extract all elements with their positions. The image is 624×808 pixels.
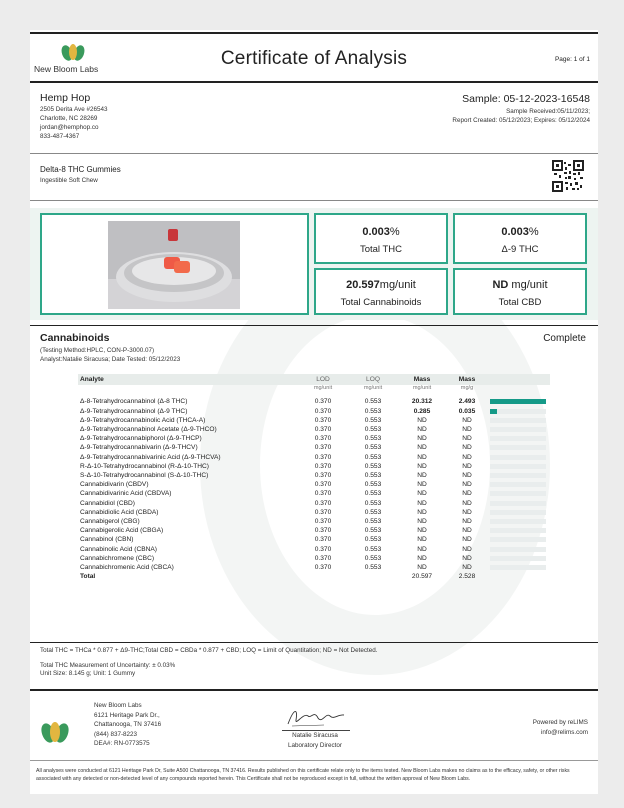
analyte-name: Cannabichromene (CBC) — [80, 554, 155, 562]
footer-address1: 6121 Heritage Park Dr., — [94, 711, 160, 719]
analyte-bar-cell — [488, 453, 546, 462]
analyte-loq: 0.553 — [364, 481, 382, 489]
analyte-loq: 0.553 — [364, 426, 382, 434]
analyte-loq: 0.553 — [364, 518, 382, 526]
analyte-name: Δ-9-Tetrahydrocannabinol (Δ-9 THC) — [80, 407, 188, 415]
table-header-row — [78, 375, 546, 384]
lab-logo-text: New Bloom Labs — [34, 64, 99, 74]
analyte-bar-track — [490, 464, 546, 469]
col-analyte: Analyte — [80, 376, 104, 383]
col-loq: LOQ — [366, 376, 380, 383]
analyte-bar-track — [490, 519, 546, 524]
unit-mass-g: mg/g — [460, 385, 474, 392]
analyte-mass: ND — [417, 545, 427, 553]
table-row — [78, 443, 546, 452]
table-row — [78, 471, 546, 480]
analyte-bar-track — [490, 482, 546, 487]
analyte-lod: 0.370 — [314, 398, 332, 406]
table-row — [78, 554, 546, 563]
analyte-bar-track — [490, 436, 546, 441]
sample-received: Sample Received:05/11/2023; — [506, 108, 590, 115]
total-thc-card — [314, 213, 448, 264]
analyte-bar-cell — [488, 425, 546, 434]
analyte-loq: 0.553 — [364, 453, 382, 461]
analyte-bar-track — [490, 473, 546, 478]
analyte-bar-track — [490, 565, 546, 570]
analyte-mass-g: ND — [462, 554, 472, 562]
col-mass: Mass — [413, 376, 431, 383]
analyte-mass: ND — [417, 554, 427, 562]
sample-id: Sample: 05-12-2023-16548 — [462, 93, 590, 105]
table-row — [78, 499, 546, 508]
analyte-name: Cannabidiol (CBD) — [80, 499, 135, 507]
total-cbd-value: ND mg/unit — [492, 279, 548, 291]
divider — [30, 153, 598, 154]
analyte-mass: 20.312 — [411, 398, 433, 406]
footer-lab-info — [94, 701, 161, 749]
analyte-mass: ND — [417, 536, 427, 544]
analyte-bar — [490, 409, 497, 414]
signer-name: Natalie Siracusa — [292, 732, 338, 739]
analyte-mass-g: ND — [462, 472, 472, 480]
analyte-loq: 0.553 — [364, 407, 382, 415]
analyte-bar-cell — [488, 416, 546, 425]
analyte-loq: 0.553 — [364, 554, 382, 562]
analyte-bar-track — [490, 409, 546, 414]
client-address1: 2505 Derita Ave #26543 — [40, 106, 108, 113]
analyte-lod: 0.370 — [314, 499, 332, 507]
analyte-name: Δ-9-Tetrahydrocannabivarin (Δ-9-THCV) — [80, 444, 198, 452]
analyte-lod: 0.370 — [314, 490, 332, 498]
signature — [284, 706, 348, 730]
analyte-lod: 0.370 — [314, 407, 332, 415]
cannabinoids-status: Complete — [543, 333, 586, 344]
analyte-mass-g: ND — [462, 481, 472, 489]
client-email: jordan@hemphop.co — [40, 124, 99, 131]
total-cannabinoids-label: Total Cannabinoids — [340, 297, 422, 308]
total-mass: 20.597 — [411, 573, 433, 581]
analyte-lod: 0.370 — [314, 564, 332, 572]
analyte-bar-cell — [488, 535, 546, 544]
analyte-mass-g: ND — [462, 508, 472, 516]
cannabinoid-table — [78, 375, 546, 581]
analyte-loq: 0.553 — [364, 527, 382, 535]
footer-dea: DEA#: RN-0773575 — [94, 740, 150, 747]
analyte-loq: 0.553 — [364, 536, 382, 544]
sample-dates — [452, 107, 590, 125]
analyte-bar-track — [490, 427, 546, 432]
analyte-lod: 0.370 — [314, 444, 332, 452]
analyte-mass: ND — [417, 527, 427, 535]
table-row — [78, 462, 546, 471]
analyte-mass: ND — [417, 490, 427, 498]
divider — [30, 325, 598, 326]
total-cbd-label: Total CBD — [498, 297, 542, 308]
analyte-mass-g: ND — [462, 518, 472, 526]
analyte-bar-cell — [488, 545, 546, 554]
analyte-loq: 0.553 — [364, 416, 382, 424]
analyte-bar-cell — [488, 526, 546, 535]
unit-mass: mg/unit — [412, 385, 432, 392]
analyte-mass-g: ND — [462, 435, 472, 443]
certificate-page — [30, 30, 598, 794]
analyte-mass: ND — [417, 472, 427, 480]
analyte-name: Cannabigerolic Acid (CBGA) — [80, 527, 164, 535]
col-lod: LOD — [316, 376, 330, 383]
analyte-name: Cannabinol (CBN) — [80, 536, 134, 544]
client-address2: Charlotte, NC 28269 — [40, 115, 98, 122]
analyte-loq: 0.553 — [364, 472, 382, 480]
table-row — [78, 545, 546, 554]
divider — [30, 642, 598, 643]
header-rule — [30, 81, 598, 83]
table-unit-row — [78, 384, 546, 393]
formula-note: Total THC = THCa * 0.877 + Δ9-THC;Total CBD = CBDa * 0.877 + CBD; LOQ = Limit of Quantitation; ND = Not Detected. — [40, 647, 378, 654]
analyte-lod: 0.370 — [314, 527, 332, 535]
analyte-loq: 0.553 — [364, 564, 382, 572]
analyte-bar-cell — [488, 407, 546, 416]
analyte-loq: 0.553 — [364, 462, 382, 470]
total-label: Total — [80, 573, 96, 581]
analyte-loq: 0.553 — [364, 398, 382, 406]
analyte-mass: ND — [417, 435, 427, 443]
d9-thc-value: 0.003% — [501, 226, 539, 238]
analyte-name: Cannabidivarinic Acid (CBDVA) — [80, 490, 172, 498]
analyte-mass: 0.285 — [413, 407, 431, 415]
analyte-name: Δ-9-Tetrahydrocannabivarinic Acid (Δ-9-THCVA) — [80, 453, 221, 461]
analyte-loq: 0.553 — [364, 508, 382, 516]
table-row — [78, 407, 546, 416]
unit-lod: mg/unit — [313, 385, 333, 392]
footer-rule — [30, 689, 598, 691]
notes — [40, 662, 175, 677]
table-row — [78, 416, 546, 425]
analyte-bar-track — [490, 556, 546, 561]
analyte-lod: 0.370 — [314, 426, 332, 434]
table-row — [78, 397, 546, 406]
analyte-mass-g: ND — [462, 490, 472, 498]
analyte-mass-g: ND — [462, 453, 472, 461]
analyte-bar-track — [490, 491, 546, 496]
analyte-name: Cannabidiolic Acid (CBDA) — [80, 508, 159, 516]
analyte-name: Δ-9-Tetrahydrocannabinol Acetate (Δ-9-THCO) — [80, 426, 217, 434]
analyte-mass-g: 2.493 — [458, 398, 476, 406]
analyte-bar-cell — [488, 563, 546, 572]
client-name: Hemp Hop — [40, 92, 91, 104]
analyte-mass: ND — [417, 481, 427, 489]
analyte-name: Cannabigerol (CBG) — [80, 518, 140, 526]
analyte-bar-track — [490, 455, 546, 460]
analyte-bar-track — [490, 528, 546, 533]
product-photo-frame — [40, 213, 309, 315]
total-mass-g: 2.528 — [458, 573, 476, 581]
analyte-bar-cell — [488, 499, 546, 508]
footer-phone: (844) 837-8223 — [94, 730, 138, 738]
analyte-bar-track — [490, 445, 546, 450]
unit-size-note: Unit Size: 8.145 g; Unit: 1 Gummy — [40, 669, 136, 677]
table-row — [78, 563, 546, 572]
col-bar — [488, 375, 546, 384]
top-rule — [30, 32, 598, 34]
table-row — [78, 434, 546, 443]
analyte-lod: 0.370 — [314, 453, 332, 461]
cannabinoids-title: Cannabinoids — [40, 332, 110, 344]
analyte-mass: ND — [417, 518, 427, 526]
analyte-loq: 0.553 — [364, 499, 382, 507]
analyte-bar-cell — [488, 471, 546, 480]
analyte-bar-track — [490, 547, 546, 552]
analyte-name: R-Δ-10-Tetrahydrocannabinol (R-Δ-10-THC) — [80, 462, 209, 470]
analyte-mass-g: ND — [462, 536, 472, 544]
d9-thc-card — [453, 213, 587, 264]
divider — [30, 200, 598, 201]
analyte-mass-g: ND — [462, 545, 472, 553]
analyte-bar-cell — [488, 443, 546, 452]
table-row — [78, 526, 546, 535]
analyte-bar-track — [490, 418, 546, 423]
analyte-lod: 0.370 — [314, 518, 332, 526]
analyte-bar-cell — [488, 517, 546, 526]
signature-line — [282, 730, 350, 731]
table-total-row — [78, 572, 546, 581]
uncertainty-note: Total THC Measurement of Uncertainty: ± 0.03% — [40, 662, 176, 669]
analyte-mass-g: 0.035 — [458, 407, 476, 415]
analyte-lod: 0.370 — [314, 481, 332, 489]
powered-by-email: info@relims.com — [541, 729, 588, 736]
analyte-bar-cell — [488, 480, 546, 489]
d9-thc-label: Δ-9 THC — [501, 244, 539, 255]
analyte-name: Δ-9-Tetrahydrocannabinolic Acid (THCA-A) — [80, 416, 206, 424]
analyte-bar-cell — [488, 434, 546, 443]
analyte-mass: ND — [417, 499, 427, 507]
col-mass-g: Mass — [458, 376, 476, 383]
analyte-lod: 0.370 — [314, 536, 332, 544]
total-cbd-card — [453, 268, 587, 315]
analyte-loq: 0.553 — [364, 545, 382, 553]
analyte-mass-g: ND — [462, 564, 472, 572]
analyte-bar-cell — [488, 508, 546, 517]
product-name: Delta-8 THC Gummies — [40, 165, 121, 174]
footer-logo — [38, 720, 72, 744]
analyte-name: Δ-9-Tetrahydrocannabiphorol (Δ-9-THCP) — [80, 435, 202, 443]
analyte-loq: 0.553 — [364, 435, 382, 443]
analyte-mass: ND — [417, 416, 427, 424]
qr-code — [552, 160, 584, 192]
total-thc-label: Total THC — [359, 244, 403, 255]
analyte-name: Cannabichromenic Acid (CBCA) — [80, 564, 174, 572]
unit-loq: mg/unit — [363, 385, 383, 392]
table-row — [78, 535, 546, 544]
analyte-lod: 0.370 — [314, 462, 332, 470]
analyte-mass: ND — [417, 453, 427, 461]
total-thc-value: 0.003% — [362, 226, 400, 238]
analyte-lod: 0.370 — [314, 416, 332, 424]
page-number: Page: 1 of 1 — [554, 56, 590, 63]
total-cannabinoids-card — [314, 268, 448, 315]
analyte-lod: 0.370 — [314, 545, 332, 553]
analyte-bar — [490, 399, 546, 404]
analyte-name: Cannabinolic Acid (CBNA) — [80, 545, 157, 553]
analyte-bar-track — [490, 537, 546, 542]
analyte-bar-cell — [488, 397, 546, 406]
testing-method: (Testing Method:HPLC, CON-P-3000.07) — [40, 347, 155, 354]
table-row — [78, 517, 546, 526]
powered-by-text: Powered by reLIMS — [532, 719, 588, 726]
table-row — [78, 425, 546, 434]
footer-address2: Chattanooga, TN 37416 — [94, 721, 162, 728]
analyte-mass-g: ND — [462, 499, 472, 507]
analyte-mass-g: ND — [462, 444, 472, 452]
table-row — [78, 489, 546, 498]
analyte-lod: 0.370 — [314, 554, 332, 562]
analyte-mass: ND — [417, 462, 427, 470]
analyte-mass-g: ND — [462, 527, 472, 535]
analyte-mass: ND — [417, 508, 427, 516]
analyst-line: Analyst:Natalie Siracusa; Date Tested: 05/12/2023 — [40, 356, 181, 363]
signer-title: Laboratory Director — [288, 742, 342, 749]
analyte-name: S-Δ-10-Tetrahydrocannabinol (S-Δ-10-THC) — [80, 472, 209, 480]
analyte-mass: ND — [417, 426, 427, 434]
analyte-bar-track — [490, 501, 546, 506]
table-row — [78, 453, 546, 462]
analyte-loq: 0.553 — [364, 444, 382, 452]
analyte-bar-cell — [488, 462, 546, 471]
analyte-mass-g: ND — [462, 426, 472, 434]
product-photo — [108, 221, 240, 309]
analyte-loq: 0.553 — [364, 490, 382, 498]
analyte-lod: 0.370 — [314, 472, 332, 480]
analyte-mass: ND — [417, 564, 427, 572]
powered-by — [533, 718, 588, 738]
footer-lab-name: New Bloom Labs — [94, 702, 142, 709]
analyte-name: Cannabidivarin (CBDV) — [80, 481, 149, 489]
total-cannabinoids-value: 20.597mg/unit — [346, 279, 416, 291]
analyte-bar-track — [490, 510, 546, 515]
table-row — [78, 508, 546, 517]
disclaimer: All analyses were conducted at 6121 Heritage Park Dr, Suite A500 Chattanooga, TN 37416. Results published on this certificate relate only to the items tested. New Bloom Labs makes no claims as to the efficacy, safety, or other risks associated with any detected or non-detected level of any compounds reported herein. This Certificate shall not be reproduced except in full, without the written approval of New Bloom Labs. — [36, 768, 570, 782]
analyte-bar-cell — [488, 489, 546, 498]
client-phone: 833-487-4367 — [40, 133, 80, 140]
analyte-lod: 0.370 — [314, 435, 332, 443]
analyte-mass: ND — [417, 444, 427, 452]
analyte-lod: 0.370 — [314, 508, 332, 516]
report-dates: Report Created: 05/12/2023; Expires: 05/12/2024 — [452, 117, 590, 124]
client-info — [40, 105, 107, 141]
product-type: Ingestible Soft Chew — [40, 177, 98, 184]
analyte-mass-g: ND — [462, 416, 472, 424]
analyte-bar-cell — [488, 554, 546, 563]
page-title: Certificate of Analysis — [220, 48, 408, 69]
analyte-name: Δ-8-Tetrahydrocannabinol (Δ-8 THC) — [80, 398, 188, 406]
analyte-mass-g: ND — [462, 462, 472, 470]
table-row — [78, 480, 546, 489]
divider — [30, 760, 598, 761]
